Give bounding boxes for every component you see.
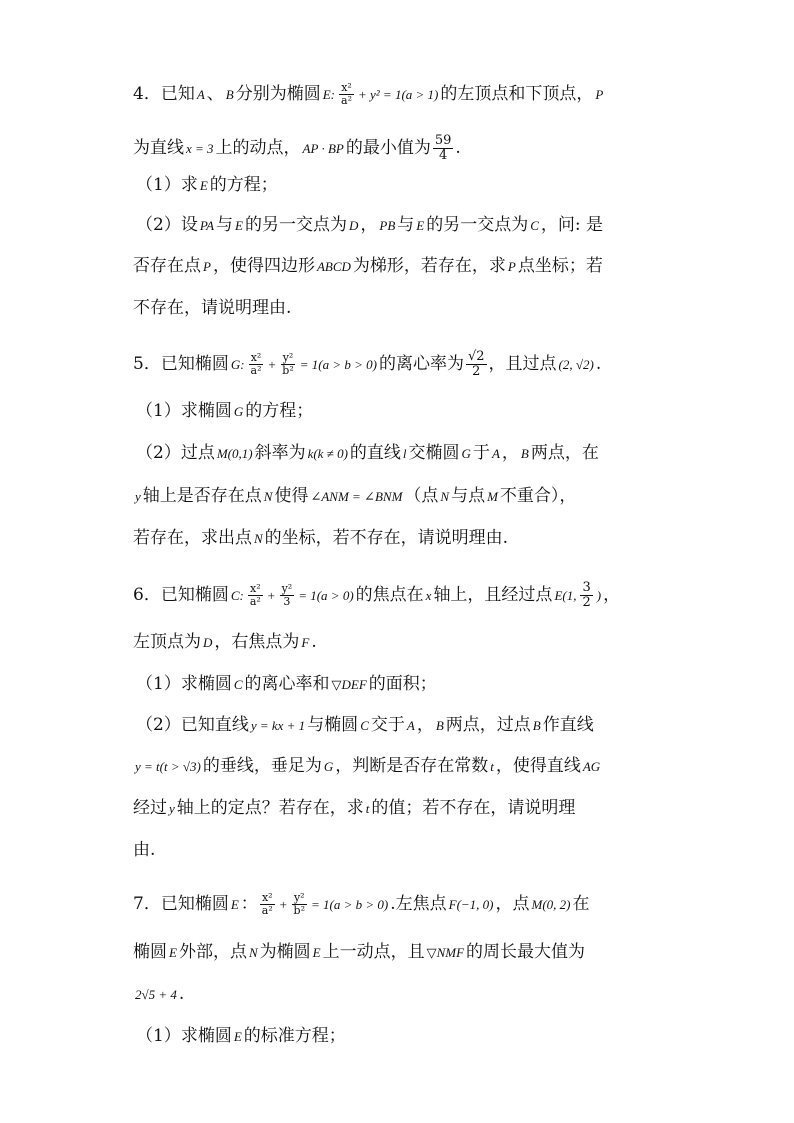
text-run: .: [311, 632, 317, 652]
text-run: ，使得直线: [495, 756, 581, 776]
fraction: [580, 581, 592, 611]
fraction-denominator: a²: [261, 904, 273, 918]
text-run: 轴上的定点？若存在，求: [176, 798, 364, 818]
text-run: 斜率为: [254, 443, 306, 463]
text-run: 与点: [451, 486, 486, 506]
fraction-numerator: y²: [293, 891, 305, 904]
text-run: 7．已知椭圆: [133, 894, 229, 915]
fraction-denominator: 2: [472, 364, 481, 380]
text-line: [133, 842, 155, 859]
text-line: [133, 134, 461, 164]
fraction: [249, 352, 264, 377]
math-expression: E: [312, 945, 321, 960]
text-run: 、: [206, 84, 224, 105]
math-expression: D: [349, 218, 359, 233]
fraction-denominator: a²: [341, 94, 352, 108]
text-run: 的最小值为: [345, 138, 431, 159]
fraction: [260, 892, 275, 917]
math-expression: AP · BP: [302, 141, 344, 157]
text-line: [133, 986, 184, 1003]
text-line: [136, 445, 599, 462]
text-line: [133, 258, 603, 275]
fraction-numerator: x²: [250, 351, 262, 365]
math-expression: ): [596, 588, 602, 604]
text-line: [133, 581, 620, 611]
math-expression: t: [365, 801, 370, 816]
math-expression: M(0, 2): [531, 897, 571, 913]
math-expression: F(−1, 0): [448, 897, 494, 913]
text-run: 的离心率和: [244, 674, 330, 694]
text-run: 两点，在: [530, 443, 599, 463]
math-expression: B: [520, 446, 529, 461]
text-run: 两点，过点: [445, 715, 531, 735]
text-run: 不存在，请说明理由.: [133, 298, 292, 318]
text-run: 的垂线，垂足为: [202, 756, 322, 776]
text-run: 使得: [274, 486, 309, 506]
text-run: 作直线: [542, 715, 594, 735]
fraction-numerator: x²: [261, 891, 273, 904]
math-expression: N: [263, 489, 273, 504]
fraction: [466, 350, 487, 380]
math-expression: A: [491, 446, 500, 461]
text-run: 在: [572, 894, 590, 915]
text-run: 6．已知椭圆: [133, 585, 229, 606]
text-run: .: [455, 138, 461, 159]
math-expression: PA: [199, 218, 215, 233]
text-run: 交于: [370, 715, 405, 735]
text-run: 与: [216, 215, 234, 235]
text-run: 的值；若不存在，请说明理: [371, 798, 576, 818]
text-run: .: [595, 354, 602, 375]
text-run: ，使得四边形: [212, 256, 315, 276]
text-run: 分别为椭圆: [235, 84, 321, 105]
text-line: [133, 800, 575, 817]
text-run: 的面积；: [368, 674, 437, 694]
text-run: ，点: [495, 894, 530, 915]
fraction-denominator: b²: [282, 364, 294, 378]
fraction-denominator: a²: [249, 595, 261, 609]
text-run: 交椭圆: [408, 443, 460, 463]
text-run: ，问: 是: [540, 215, 604, 235]
text-run: 与椭圆: [307, 715, 359, 735]
text-run: 经过: [133, 798, 167, 818]
math-expression: B: [435, 718, 444, 733]
text-run: .: [178, 984, 185, 1004]
text-line: [136, 1028, 346, 1045]
fraction: [292, 892, 307, 917]
fraction-numerator: √2: [467, 349, 485, 364]
math-expression: C:: [230, 588, 244, 604]
math-expression: E: [230, 897, 239, 913]
text-line: [136, 676, 437, 693]
math-expression: ▽NMF: [426, 945, 465, 960]
text-line: [133, 892, 590, 917]
fraction-numerator: 3: [582, 580, 591, 595]
text-run: 的标准方程；: [243, 1026, 346, 1046]
math-expression: +: [266, 588, 276, 604]
text-run: 左顶点为: [133, 632, 201, 652]
math-expression: A: [196, 87, 205, 103]
math-expression: E: [169, 945, 177, 960]
text-run: （1）求椭圆: [136, 674, 232, 694]
fraction-denominator: b²: [293, 904, 305, 918]
text-run: 由.: [133, 840, 156, 860]
math-expression: E: [233, 1029, 242, 1044]
math-expression: N: [254, 531, 263, 546]
math-expression: P: [203, 259, 211, 274]
math-expression: E(1,: [554, 588, 577, 604]
math-expression: y: [169, 801, 175, 816]
math-expression: t: [490, 759, 494, 774]
text-run: 于: [472, 443, 490, 463]
math-expression: C: [233, 677, 243, 692]
math-expression: A: [406, 718, 415, 733]
text-run: 的离心率为: [378, 354, 464, 375]
fraction: [280, 352, 295, 377]
text-line: [133, 944, 585, 961]
text-line: [133, 634, 317, 651]
text-run: 点坐标；若: [517, 256, 603, 276]
text-run: ，且过点: [488, 354, 557, 375]
math-expression: B: [225, 87, 234, 103]
math-expression: x: [425, 588, 432, 604]
fraction-numerator: 59: [434, 133, 452, 148]
fraction-denominator: 2: [582, 595, 591, 611]
text-run: 的焦点在: [355, 585, 424, 606]
math-expression: AG: [582, 759, 601, 774]
text-run: 的周长最大值为: [466, 942, 586, 962]
text-run: 若存在，求出点: [133, 528, 252, 548]
math-expression: l: [402, 446, 407, 461]
text-run: 的另一交点为: [245, 215, 347, 235]
text-run: （1）求: [136, 175, 198, 195]
text-run: 与: [397, 215, 415, 235]
math-expression: P: [507, 259, 516, 274]
fraction-denominator: 4: [438, 148, 448, 164]
text-line: [133, 350, 601, 380]
text-run: 上一动点，且: [322, 942, 425, 962]
math-expression: y: [135, 489, 141, 504]
text-run: 否存在点: [133, 256, 201, 276]
text-run: （2）已知直线: [136, 715, 249, 735]
text-run: 的坐标，若不存在，请说明理由.: [264, 528, 509, 548]
text-run: （1）求椭圆: [136, 401, 232, 421]
math-expression: = 1(a > b > 0): [310, 897, 389, 913]
text-run: 5．已知椭圆: [133, 354, 229, 375]
text-run: 为直线: [133, 138, 184, 159]
text-line: [136, 177, 278, 194]
fraction: [339, 82, 354, 107]
fraction-numerator: x²: [341, 81, 352, 94]
math-expression: PB: [379, 218, 396, 233]
text-run: 外部，点: [178, 942, 247, 962]
text-run: （2）设: [136, 215, 198, 235]
math-expression: E: [235, 218, 243, 233]
fraction-numerator: y²: [281, 582, 293, 596]
math-expression: N: [440, 489, 450, 504]
text-run: 不重合），: [499, 486, 577, 506]
text-run: ：: [240, 894, 258, 915]
fraction: [248, 583, 263, 608]
text-run: 的左顶点和下顶点，: [440, 84, 594, 105]
fraction-denominator: a²: [250, 364, 262, 378]
text-line: [136, 717, 594, 734]
math-expression: E: [199, 178, 208, 193]
text-line: [133, 82, 605, 107]
text-run: （1）求椭圆: [136, 1026, 232, 1046]
math-expression: D: [203, 635, 213, 650]
text-run: （点: [404, 486, 439, 506]
text-run: ，: [603, 585, 621, 606]
math-expression: x = 3: [186, 141, 214, 157]
math-expression: N: [248, 945, 258, 960]
text-line: [133, 488, 576, 505]
math-expression: C: [360, 718, 369, 733]
math-expression: M: [487, 489, 498, 504]
math-expression: 2√5 + 4: [135, 987, 177, 1002]
math-expression: y = kx + 1: [250, 718, 306, 733]
text-run: ，右焦点为: [214, 632, 300, 652]
text-line: [133, 300, 291, 317]
math-expression: G: [323, 759, 334, 774]
text-line: [133, 530, 508, 547]
text-run: 的另一交点为: [426, 215, 529, 235]
text-line: [136, 217, 603, 234]
text-run: 轴上是否存在点: [142, 486, 262, 506]
math-expression: +: [267, 357, 277, 373]
text-run: （2）过点: [136, 443, 215, 463]
math-expression: y = t(t > √3): [135, 759, 201, 774]
math-expression: (2, √2): [558, 357, 594, 373]
fraction-denominator: 3: [283, 595, 291, 609]
math-expression: + y² = 1(a > 1): [357, 87, 439, 103]
text-run: 4．已知: [133, 84, 195, 105]
text-run: 椭圆: [133, 942, 167, 962]
math-expression: ABCD: [316, 259, 351, 274]
text-run: 上的动点，: [215, 138, 301, 159]
text-run: 的方程；: [209, 175, 278, 195]
text-run: ，: [416, 715, 434, 735]
text-line: [133, 758, 602, 775]
text-run: ，: [501, 443, 519, 463]
fraction-numerator: x²: [250, 582, 261, 596]
text-run: .左焦点: [390, 894, 447, 915]
math-expression: B: [532, 718, 541, 733]
text-run: ，判断是否存在常数: [335, 756, 489, 776]
fraction-numerator: y²: [282, 351, 294, 365]
text-run: 的直线: [349, 443, 401, 463]
math-expression: ▽DEF: [331, 677, 367, 692]
fraction: [280, 583, 295, 608]
math-expression: C: [530, 218, 539, 233]
fraction: [433, 134, 454, 164]
text-run: 为梯形，若存在，求: [352, 256, 506, 276]
math-expression: +: [278, 897, 288, 913]
math-expression: E: [416, 218, 425, 233]
math-expression: E:: [322, 87, 336, 103]
math-expression: k(k ≠ 0): [307, 446, 348, 461]
math-expression: P: [595, 87, 604, 103]
text-run: 的方程；: [245, 401, 314, 421]
text-run: 轴上，且经过点: [433, 585, 553, 606]
math-expression: F: [301, 635, 310, 650]
math-expression: M(0,1): [216, 446, 253, 461]
text-run: 为椭圆: [259, 942, 311, 962]
text-run: ，: [360, 215, 378, 235]
text-line: [136, 403, 313, 420]
math-expression: = 1(a > b > 0): [299, 357, 377, 373]
math-expression: G: [461, 446, 471, 461]
math-expression: ∠ANM = ∠BNM: [310, 489, 403, 504]
math-expression: = 1(a > 0): [298, 588, 354, 604]
math-expression: G: [233, 404, 244, 419]
math-expression: G:: [230, 357, 245, 373]
